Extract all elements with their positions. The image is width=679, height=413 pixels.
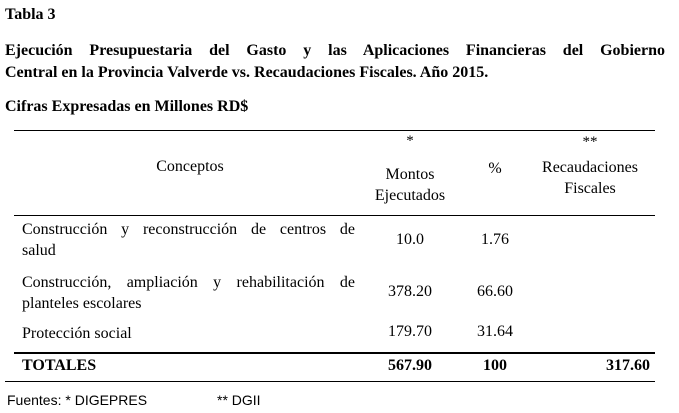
header-montos-mark: *: [406, 133, 414, 149]
header-montos-line-1: Montos: [385, 166, 435, 183]
header-rule: [14, 215, 655, 216]
row-concept-line-1: Construcción, ampliación y rehabilitación de: [22, 274, 355, 291]
table-subtitle: Cifras Expresadas en Millones RD$: [5, 98, 249, 115]
title-line-1: Ejecución Presupuestaria del Gasto y las Aplicaciones Financieras del Gobierno: [5, 42, 665, 59]
header-recaudaciones: [525, 157, 655, 199]
row-percent: 1.76: [481, 231, 509, 248]
table-title: [5, 40, 665, 84]
row-concept-line-2: salud: [22, 242, 56, 259]
header-montos: [355, 164, 465, 206]
header-recaudaciones-line-1: Recaudaciones: [542, 159, 638, 176]
row-percent: 31.64: [477, 323, 513, 340]
totals-recaudaciones: 317.60: [606, 357, 650, 374]
row-concept: [22, 272, 355, 314]
totals-label: TOTALES: [22, 357, 97, 374]
table-bottom-rule: [5, 381, 655, 382]
row-monto: 378.20: [388, 283, 432, 300]
totals-top-rule: [14, 352, 655, 354]
header-recaudaciones-mark: **: [582, 134, 598, 150]
row-percent: 66.60: [477, 283, 513, 300]
table-label: Tabla 3: [5, 6, 56, 23]
row-monto: 179.70: [388, 323, 432, 340]
header-conceptos: Conceptos: [156, 158, 224, 175]
table-top-rule: [14, 130, 655, 131]
header-montos-line-2: Ejecutados: [374, 187, 446, 204]
row-concept-line-1: Construcción y reconstrucción de centros de: [22, 221, 355, 238]
title-line-2: Central en la Provincia Valverde vs. Recaudaciones Fiscales. Año 2015.: [5, 64, 489, 81]
row-concept-line-1: Protección social: [22, 325, 132, 342]
totals-percent: 100: [483, 357, 507, 374]
row-concept: [22, 323, 355, 344]
footer-source-digepres: Fuentes: * DIGEPRES: [7, 392, 148, 408]
totals-monto: 567.90: [388, 357, 432, 374]
header-recaudaciones-line-2: Fiscales: [564, 180, 616, 197]
row-concept-line-2: planteles escolares: [22, 295, 142, 312]
header-percent: %: [488, 160, 502, 177]
footer-source-dgii: ** DGII: [217, 392, 261, 408]
row-concept: [22, 219, 355, 261]
row-monto: 10.0: [396, 231, 424, 248]
